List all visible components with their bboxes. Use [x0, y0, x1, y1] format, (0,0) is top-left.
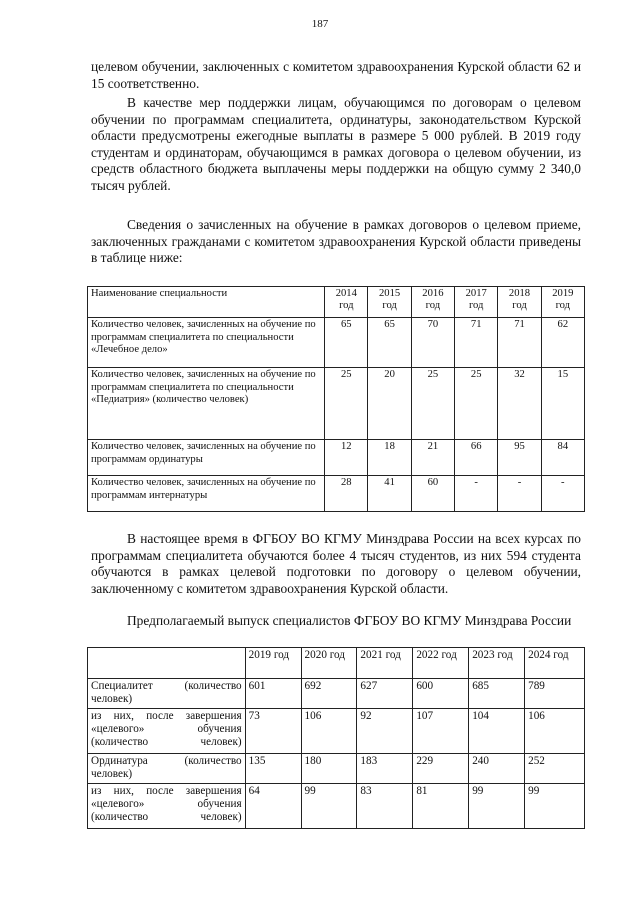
- table-cell: 65: [325, 318, 368, 368]
- table-header-cell: [88, 648, 246, 679]
- table-cell: 81: [413, 784, 469, 829]
- year-header: 2015 год: [368, 287, 411, 318]
- table-cell: 28: [325, 476, 368, 512]
- table-row: [88, 709, 585, 754]
- table-cell: 627: [357, 679, 413, 709]
- table-cell: 106: [301, 709, 357, 754]
- table-header-row: [88, 287, 585, 318]
- paragraph-5: Предполагаемый выпуск специалистов ФГБОУ ВО КГМУ Минздрава России: [127, 613, 572, 628]
- table-row: [88, 679, 585, 709]
- table-cell: 95: [498, 440, 541, 476]
- table-row: [88, 754, 585, 784]
- table-cell: 229: [413, 754, 469, 784]
- table-cell: 240: [469, 754, 525, 784]
- page-number: 187: [311, 18, 329, 30]
- enrollment-table: [87, 286, 585, 512]
- table-cell: -: [541, 476, 584, 512]
- table-cell: 25: [455, 368, 498, 440]
- paragraph-1: целевом обучении, заключенных с комитетом здравоохранения Курской области 62 и 15 соответственно.: [91, 59, 581, 91]
- year-header: 2021 год: [357, 648, 413, 679]
- table-cell: 104: [469, 709, 525, 754]
- table-cell: 65: [368, 318, 411, 368]
- year-header: 2018 год: [498, 287, 541, 318]
- table-cell: 70: [411, 318, 454, 368]
- table-row: [88, 440, 585, 476]
- table-cell: 18: [368, 440, 411, 476]
- year-header: 2016 год: [411, 287, 454, 318]
- year-header: 2022 год: [413, 648, 469, 679]
- graduates-table: [87, 647, 585, 829]
- row-label: Количество человек, зачисленных на обучение по программам ординатуры: [88, 440, 325, 476]
- table-cell: 25: [411, 368, 454, 440]
- table-cell: 789: [525, 679, 585, 709]
- table-cell: 600: [413, 679, 469, 709]
- row-label: Специалитет (количество человек): [88, 679, 246, 709]
- table-cell: 135: [245, 754, 301, 784]
- row-label: Количество человек, зачисленных на обучение по программам специалитета по специальности «Педиатрия» (количество человек): [88, 368, 325, 440]
- row-label: из них, после завершения «целевого» обучения (количество человек): [88, 784, 246, 829]
- table-cell: 92: [357, 709, 413, 754]
- table-cell: 66: [455, 440, 498, 476]
- row-label: из них, после завершения «целевого» обучения (количество человек): [88, 709, 246, 754]
- table-cell: 99: [525, 784, 585, 829]
- row-label: Ординатура (количество человек): [88, 754, 246, 784]
- paragraph-2: В качестве мер поддержки лицам, обучающимся по договорам о целевом обучении по программам специалитета, ординатуры, законодательством Курской области предусмотрены ежегодные выплаты в размере 5 000 рублей. В 2019 году студентам и ординаторам, обучающимся в рамках договора о целевом обучении, из средств областного бюджета выплачены меры поддержки на общую сумму 2 340,0 тысяч рублей.: [91, 95, 581, 193]
- year-header: 2020 год: [301, 648, 357, 679]
- paragraph-3: Сведения о зачисленных на обучение в рамках договоров о целевом приеме, заключенных гражданами с комитетом здравоохранения Курской области приведены в таблице ниже:: [91, 217, 581, 266]
- table-row: [88, 476, 585, 512]
- table-row: [88, 784, 585, 829]
- table-cell: 107: [413, 709, 469, 754]
- table-cell: 20: [368, 368, 411, 440]
- table-cell: 692: [301, 679, 357, 709]
- table-header-cell: Наименование специальности: [88, 287, 325, 318]
- table-cell: 685: [469, 679, 525, 709]
- table-cell: 106: [525, 709, 585, 754]
- year-header: 2014 год: [325, 287, 368, 318]
- year-header: 2019 год: [245, 648, 301, 679]
- row-label: Количество человек, зачисленных на обучение по программам специалитета по специальности «Лечебное дело»: [88, 318, 325, 368]
- table-cell: 180: [301, 754, 357, 784]
- row-label: Количество человек, зачисленных на обучение по программам интернатуры: [88, 476, 325, 512]
- table-cell: -: [498, 476, 541, 512]
- table-cell: 71: [455, 318, 498, 368]
- table-cell: 21: [411, 440, 454, 476]
- year-header: 2019 год: [541, 287, 584, 318]
- table-cell: 73: [245, 709, 301, 754]
- table-cell: 99: [469, 784, 525, 829]
- table-cell: -: [455, 476, 498, 512]
- table-row: [88, 318, 585, 368]
- table-cell: 60: [411, 476, 454, 512]
- table-cell: 99: [301, 784, 357, 829]
- table-cell: 183: [357, 754, 413, 784]
- table-cell: 252: [525, 754, 585, 784]
- table-cell: 41: [368, 476, 411, 512]
- year-header: 2017 год: [455, 287, 498, 318]
- table-cell: 15: [541, 368, 584, 440]
- table-row: [88, 368, 585, 440]
- table-cell: 71: [498, 318, 541, 368]
- table-cell: 83: [357, 784, 413, 829]
- table-cell: 62: [541, 318, 584, 368]
- table-cell: 64: [245, 784, 301, 829]
- year-header: 2023 год: [469, 648, 525, 679]
- paragraph-4: В настоящее время в ФГБОУ ВО КГМУ Минздрава России на всех курсах по программам специалитета обучаются более 4 тысяч студентов, из них 594 студента обучаются в рамках целевой подготовки по договору о целевом обучении, заключенному с комитетом здравоохранения Курской области.: [91, 531, 581, 596]
- table-cell: 25: [325, 368, 368, 440]
- year-header: 2024 год: [525, 648, 585, 679]
- table-cell: 601: [245, 679, 301, 709]
- table-cell: 12: [325, 440, 368, 476]
- table-cell: 32: [498, 368, 541, 440]
- table-cell: 84: [541, 440, 584, 476]
- table-header-row: [88, 648, 585, 679]
